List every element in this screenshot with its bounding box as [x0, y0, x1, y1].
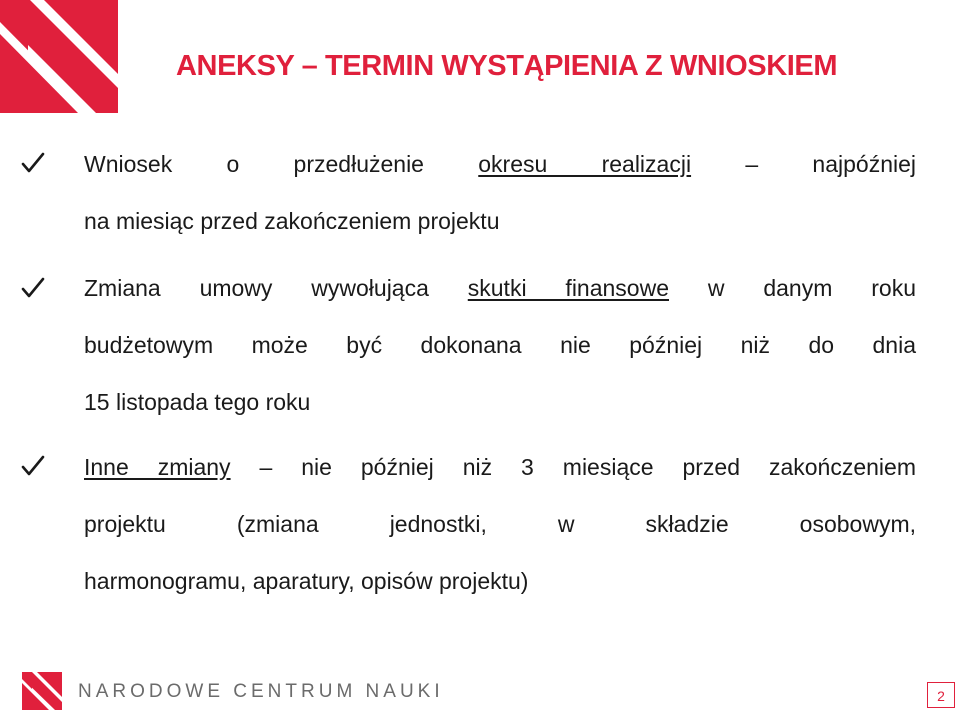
check-icon [20, 275, 46, 301]
text-segment: – najpóźniej [691, 151, 916, 177]
text-segment: – nie później niż 3 miesiące przed zakończeniem [230, 454, 916, 480]
underlined-phrase: okresu realizacji [478, 151, 692, 177]
slide-title: ANEKSY – TERMIN WYSTĄPIENIA Z WNIOSKIEM [176, 50, 838, 82]
text-segment: na miesiąc przed zakończeniem projektu [84, 208, 500, 234]
bullet-2-line-2 [84, 330, 916, 360]
text-segment: projektu (zmiana jednostki, w składzie osobowym, [84, 511, 916, 537]
bullet-2-line-1 [84, 273, 916, 303]
bullet-3-line-2 [84, 509, 916, 539]
ncn-footer-logo-icon [22, 672, 62, 710]
footer-organization-name: NARODOWE CENTRUM NAUKI [78, 681, 444, 702]
bullet-1-line-1 [84, 149, 916, 179]
check-icon [20, 150, 46, 176]
text-segment: 15 listopada tego roku [84, 389, 311, 415]
underlined-phrase: skutki finansowe [467, 275, 669, 301]
text-segment: harmonogramu, aparatury, opisów projektu) [84, 568, 529, 594]
underlined-phrase: Inne zmiany [84, 454, 231, 480]
check-icon [20, 453, 46, 479]
bullet-3-line-3 [84, 566, 916, 596]
text-segment: w danym roku [669, 275, 916, 301]
bullet-2-line-3 [84, 387, 916, 417]
text-segment: Wniosek o przedłużenie [84, 151, 479, 177]
text-segment: budżetowym może być dokonana nie później niż do dnia [84, 332, 916, 358]
bullet-3-line-1 [84, 452, 916, 482]
bullet-1-line-2 [84, 206, 916, 236]
page-number: 2 [927, 682, 955, 708]
text-segment: Zmiana umowy wywołująca [84, 275, 468, 301]
